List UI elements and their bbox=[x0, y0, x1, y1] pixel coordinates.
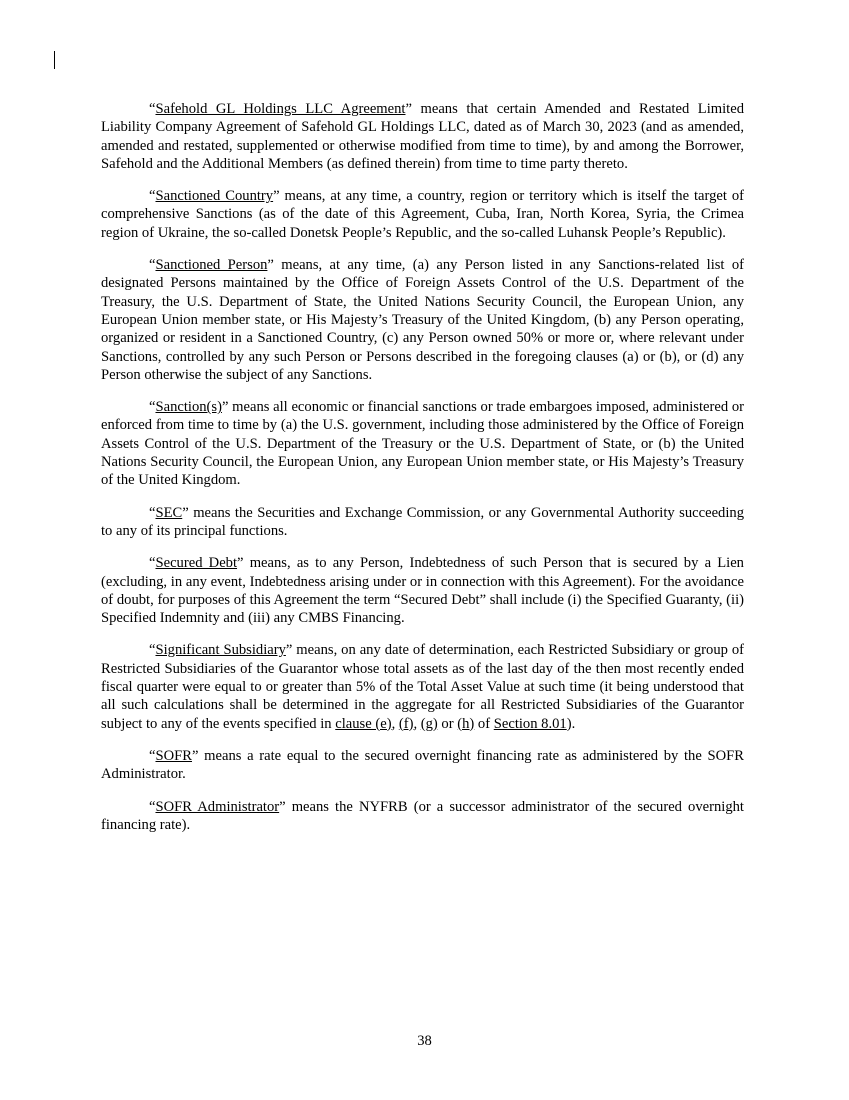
definition-secured-debt: “Secured Debt” means, as to any Person, Indebtedness of such Person that is secured by a Lien (excluding, in any event, Indebtedness arising under or in connection with this Agreement). For the avoidance of doubt, for purposes of this Agreement the term “Secured Debt” shall include (i) the Specified Guaranty, (ii) Specified Indemnity and (iii) any CMBS Financing. bbox=[101, 555, 744, 627]
definition-significant-subsidiary: “Significant Subsidiary” means, on any date of determination, each Restricted Subsidiary or group of Restricted Subsidiaries of the Guarantor whose total assets as of the last day of the then most recently ended fiscal quarter were equal to or greater than 5% of the Total Asset Value at such time (it being understood that all such calculations shall be determined in the aggregate for all Restricted Subsidiaries of the Guarantor subject to any of the events specified in clause (e), (f), (g) or (h) of Section 8.01). bbox=[101, 642, 744, 732]
definition-sec: “SEC” means the Securities and Exchange Commission, or any Governmental Authority succeeding to any of its principal functions. bbox=[101, 504, 744, 539]
definition-sanctioned-person: “Sanctioned Person” means, at any time, (a) any Person listed in any Sanctions-related list of designated Persons maintained by the Office of Foreign Assets Control of the U.S. Department of the Treasury, the U.S. Department of State, the United Nations Security Council, the European Union, any European Union member state, or His Majesty’s Treasury of the United Kingdom, (b) any Person operating, organized or resident in a Sanctioned Country, (c) any Person owned 50% or more or, where relevant under Sanctions, controlled by any such Person or Persons described in the foregoing clauses (a) or (b), or (d) any Person otherwise the subject of any Sanctions. bbox=[101, 257, 744, 383]
definition-sofr: “SOFR” means a rate equal to the secured overnight financing rate as administered by the SOFR Administrator. bbox=[101, 747, 744, 783]
page-number: 38 bbox=[417, 1033, 432, 1049]
defined-term: Secured Debt bbox=[155, 555, 238, 572]
defined-term: SOFR bbox=[155, 747, 192, 764]
cross-reference-clause-e: clause (e) bbox=[335, 715, 392, 732]
document-body bbox=[101, 100, 744, 848]
defined-term: Significant Subsidiary bbox=[155, 642, 286, 659]
cross-reference-g: (g) bbox=[420, 715, 438, 732]
definition-sofr-administrator: “SOFR Administrator” means the NYFRB (or a successor administrator of the secured overnight financing rate). bbox=[101, 798, 744, 833]
defined-term: SOFR Administrator bbox=[155, 798, 280, 815]
defined-term: SEC bbox=[155, 504, 183, 521]
cross-reference-section-8-01: Section 8.01 bbox=[493, 715, 567, 732]
defined-term: Sanction(s) bbox=[155, 399, 222, 416]
cross-reference-f: (f) bbox=[398, 715, 414, 732]
defined-term: Sanctioned Country bbox=[155, 188, 274, 205]
revision-change-bar bbox=[54, 51, 55, 69]
defined-term: Sanctioned Person bbox=[155, 257, 268, 274]
definition-sanctioned-country: “Sanctioned Country” means, at any time, a country, region or territory which is itself the target of comprehensive Sanctions (as of the date of this Agreement, Cuba, Iran, North Korea, Syria, the Crimea region of Ukraine, the so-called Donetsk People’s Republic, and the so-called Luhansk People’s Republic). bbox=[101, 188, 744, 241]
definition-safehold-gl-holdings-llc-agreement: “Safehold GL Holdings LLC Agreement” means that certain Amended and Restated Limited Liability Company Agreement of Safehold GL Holdings LLC, dated as of March 30, 2023 (and as amended, amended and restated, supplemented or otherwise modified from time to time), by and among the Borrower, Safehold and the Additional Members (as defined therein) from time to time party thereto. bbox=[101, 101, 744, 172]
defined-term: Safehold GL Holdings LLC Agreement bbox=[155, 101, 406, 117]
definition-sanctions: “Sanction(s)” means all economic or financial sanctions or trade embargoes imposed, administered or enforced from time to time by (a) the U.S. government, including those administered by the Office of Foreign Assets Control of the U.S. Department of the Treasury or the U.S. Department of State, or (b) the United Nations Security Council, the European Union, any European Union member state, or His Majesty’s Treasury of the United Kingdom. bbox=[101, 399, 744, 489]
cross-reference-h: (h) bbox=[457, 715, 475, 732]
